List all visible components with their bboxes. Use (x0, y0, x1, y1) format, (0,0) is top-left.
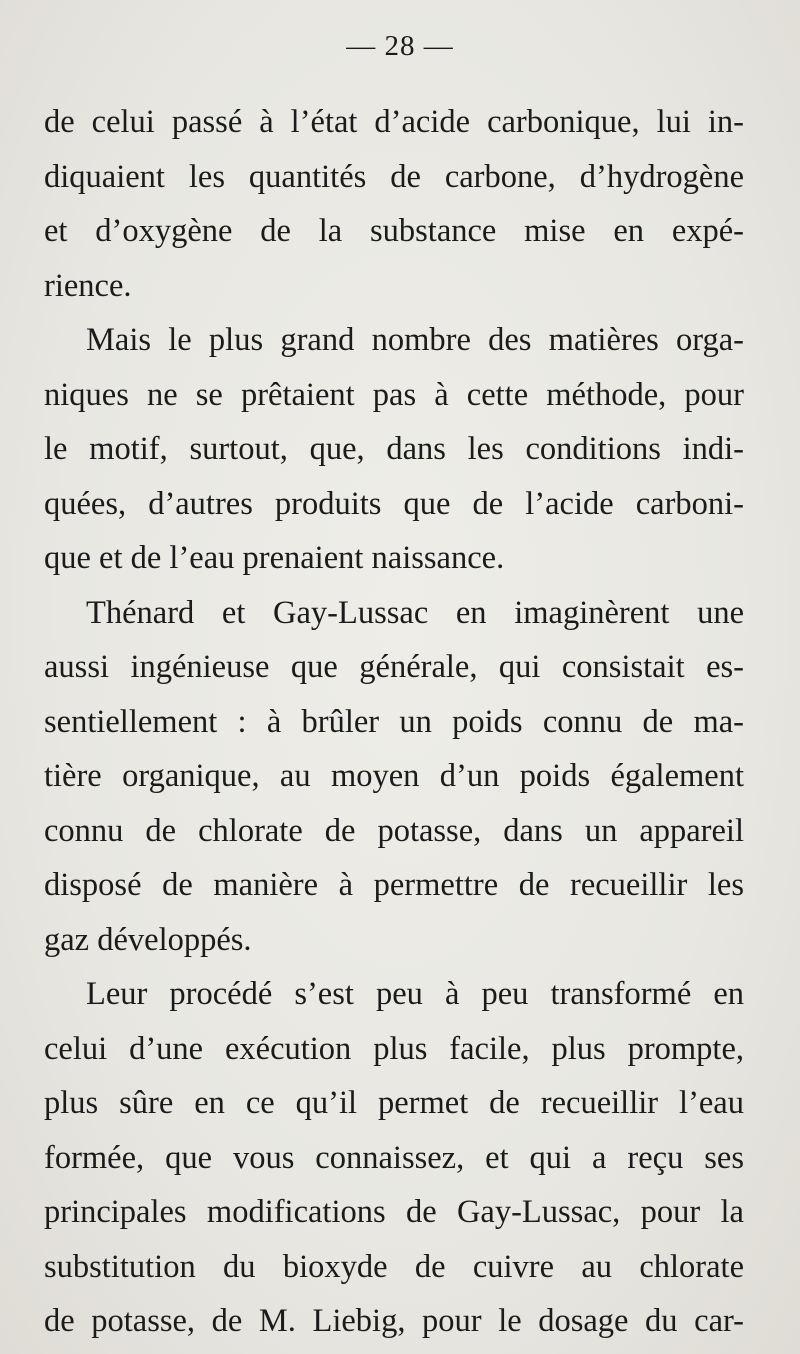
text-line: formée, que vous connaissez, et qui a reçu ses (44, 1139, 744, 1176)
text-line: connu de chlorate de potasse, dans un appareil (44, 812, 744, 849)
text-line: Thénard et Gay-Lussac en imaginèrent une (86, 594, 744, 631)
text-line: principales modifications de Gay-Lussac, pour la (44, 1194, 744, 1230)
text-line: Mais le plus grand nombre des matières orga- (86, 322, 744, 358)
text-line: aussi ingénieuse que générale, qui consistait es- (44, 649, 744, 685)
text-line: que et de l’eau prenaient naissance. (44, 540, 505, 576)
text-line: celui d’une exécution plus facile, plus prompte, (44, 1030, 744, 1067)
page-number: — 28 — (346, 30, 454, 62)
text-line: disposé de manière à permettre de recueillir les (44, 867, 744, 903)
text-line: plus sûre en ce qu’il permet de recueillir l’eau (44, 1085, 744, 1121)
text-line: diquaient les quantités de carbone, d’hydrogène (44, 158, 744, 195)
text-line: de celui passé à l’état d’acide carbonique, lui in- (44, 104, 744, 140)
text-line: de potasse, de M. Liebig, pour le dosage du car- (44, 1303, 744, 1339)
text-line: tière organique, au moyen d’un poids également (44, 758, 744, 794)
body-text (44, 95, 744, 1349)
text-line: quées, d’autres produits que de l’acide carboni- (44, 485, 744, 522)
text-line: gaz développés. (44, 921, 252, 958)
text-line: rience. (44, 267, 132, 304)
text-line: sentiellement : à brûler un poids connu de ma- (44, 703, 744, 740)
text-line: Leur procédé s’est peu à peu transformé en (86, 976, 744, 1012)
text-line: et d’oxygène de la substance mise en expé- (44, 213, 744, 249)
text-line: substitution du bioxyde de cuivre au chlorate (44, 1248, 744, 1285)
text-line: niques ne se prêtaient pas à cette méthode, pour (44, 376, 744, 413)
text-line: le motif, surtout, que, dans les conditions indi- (44, 431, 744, 467)
